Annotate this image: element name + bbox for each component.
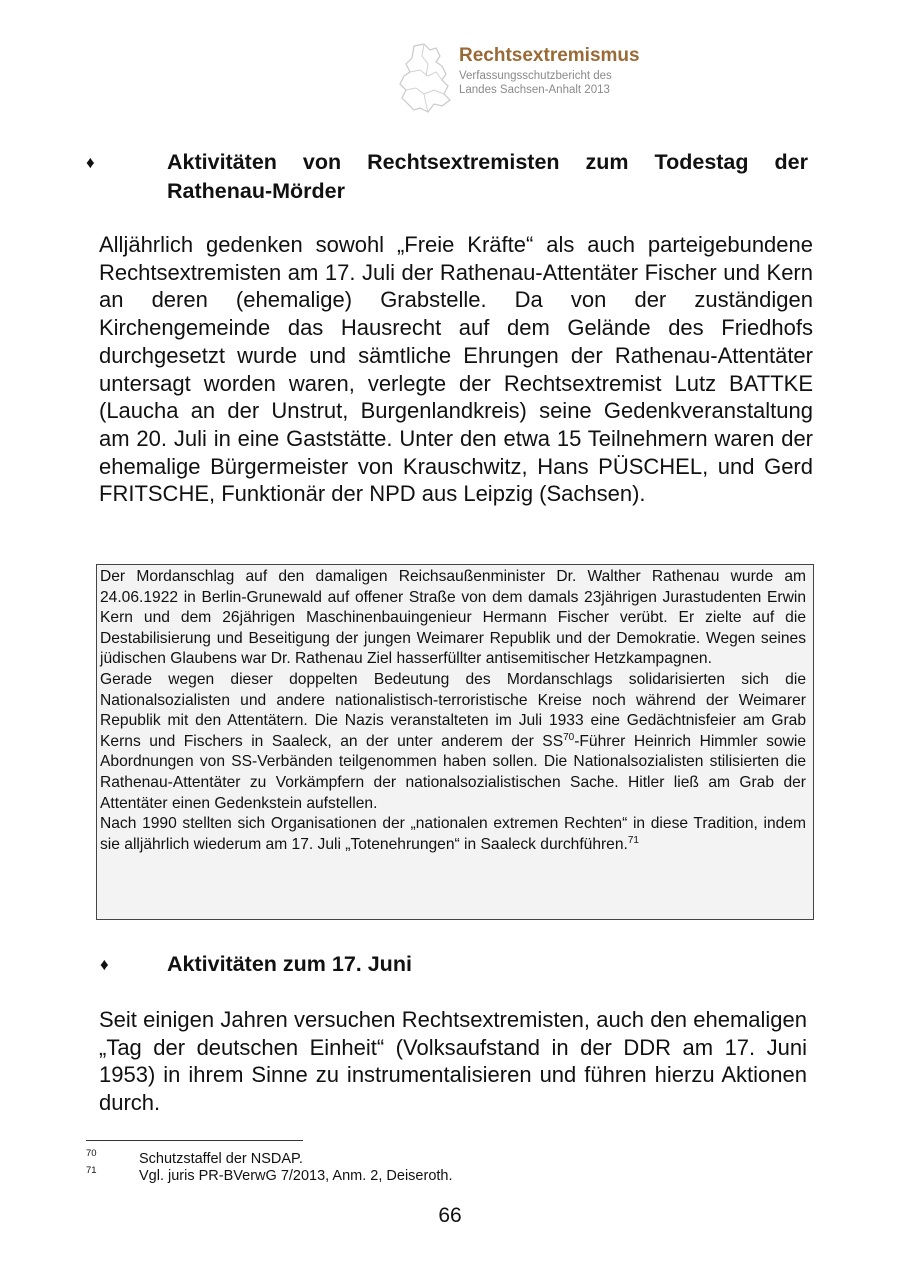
info-box-paragraph-2-text-a: Gerade wegen dieser doppelten Bedeutung des Mordanschlags solidarisierten sich die Nationalsozialisten und andere nationalistisch-terroristische Kreise noch während der Weimarer Republik mit den Attentätern. Die Nazis veranstalteten im Juli 1933 eine Gedächtnisfeier am Grab Kerns und Fischers in Saaleck, an der unter anderem der SS xyxy=(100,670,806,750)
section-paragraph-rathenau: Alljährlich gedenken sowohl „Freie Kräfte“ als auch parteigebundene Rechtsextremisten am 17. Juli der Rathenau-Attentäter Fischer und Kern an deren (ehemalige) Grabstelle. Da von der zuständigen Kirchengemeinde das Hausrecht auf dem Gelände des Friedhofs durchgesetzt wurde und sämtliche Ehrungen der Rathenau-Attentäter untersagt worden waren, verlegte der Rechtsextremist Lutz BATTKE (Laucha an der Unstrut, Burgenlandkreis) seine Gedenkveranstaltung am 20. Juli in eine Gaststätte. Unter den etwa 15 Teilnehmern waren der ehemalige Bürgermeister von Krauschwitz, Hans PÜSCHEL, und Gerd FRITSCHE, Funktionär der NPD aus Leipzig (Sachsen). xyxy=(99,232,813,507)
info-box-paragraph-3 xyxy=(100,814,806,855)
footnote-text: Vgl. juris PR-BVerwG 7/2013, Anm. 2, Deiseroth. xyxy=(139,1168,453,1184)
info-box-paragraph-3-text: Nach 1990 stellten sich Organisationen der „nationalen extremen Rechten“ in diese Tradition, indem sie alljährlich wiederum am 17. Juli „Totenehrungen“ in Saaleck durchführen. xyxy=(100,815,806,853)
footnote-number: 71 xyxy=(86,1165,97,1176)
section-heading-rathenau xyxy=(86,148,808,206)
page-header xyxy=(396,42,716,114)
footnote-number: 70 xyxy=(86,1148,97,1159)
diamond-bullet-icon: ♦ xyxy=(100,955,109,974)
footnote-divider xyxy=(86,1140,303,1141)
diamond-bullet-icon: ♦ xyxy=(86,153,95,172)
page-number: 66 xyxy=(438,1204,462,1227)
info-box-paragraph-2-text-b: -Führer Heinrich Himmler sowie Abordnungen von SS-Verbänden teilgenommen haben sollen. Die Nationalsozialisten stilisierten die Rathenau-Attentäter zu Vorkämpfern der nationalsozialistischen Sache. Hitler ließ am Grab der Attentäter einen Gedenkstein aufstellen. xyxy=(100,732,806,812)
info-box-paragraph-2 xyxy=(100,670,806,814)
footnote-ref-71: 71 xyxy=(627,834,639,846)
section-heading-17-juni xyxy=(100,950,808,979)
header-title: Rechtsextremismus xyxy=(459,45,640,66)
section-heading-text: Aktivitäten von Rechtsextremisten zum Todestag der Rathenau-Mörder xyxy=(167,150,808,203)
footnote-ref-70: 70 xyxy=(563,731,575,743)
info-box xyxy=(96,564,814,920)
footnote-text: Schutzstaffel der NSDAP. xyxy=(139,1151,303,1167)
section-paragraph-17-juni: Seit einigen Jahren versuchen Rechtsextremisten, auch den ehemaligen „Tag der deutschen Einheit“ (Volksaufstand in der DDR am 17. Juni 1953) in ihrem Sinne zu instrumentalisieren und führen hierzu Aktionen durch. xyxy=(99,1007,807,1116)
header-subtitle-line2: Landes Sachsen-Anhalt 2013 xyxy=(459,84,610,96)
section-heading-text: Aktivitäten zum 17. Juni xyxy=(167,952,412,976)
saxony-anhalt-map-logo-icon xyxy=(396,42,454,114)
header-subtitle-line1: Verfassungsschutzbericht des xyxy=(459,70,612,82)
info-box-paragraph-1: Der Mordanschlag auf den damaligen Reichsaußenminister Dr. Walther Rathenau wurde am 24.06.1922 in Berlin-Grunewald auf offener Straße von dem damals 23jährigen Jurastudenten Erwin Kern und dem 26jährigen Maschinenbauingenieur Hermann Fischer verübt. Er zielte auf die Destabilisierung und Beseitigung der jungen Weimarer Republik und der Demokratie. Wegen seines jüdischen Glaubens war Dr. Rathenau Ziel hasserfüllter antisemitischer Hetzkampagnen. xyxy=(100,568,806,668)
